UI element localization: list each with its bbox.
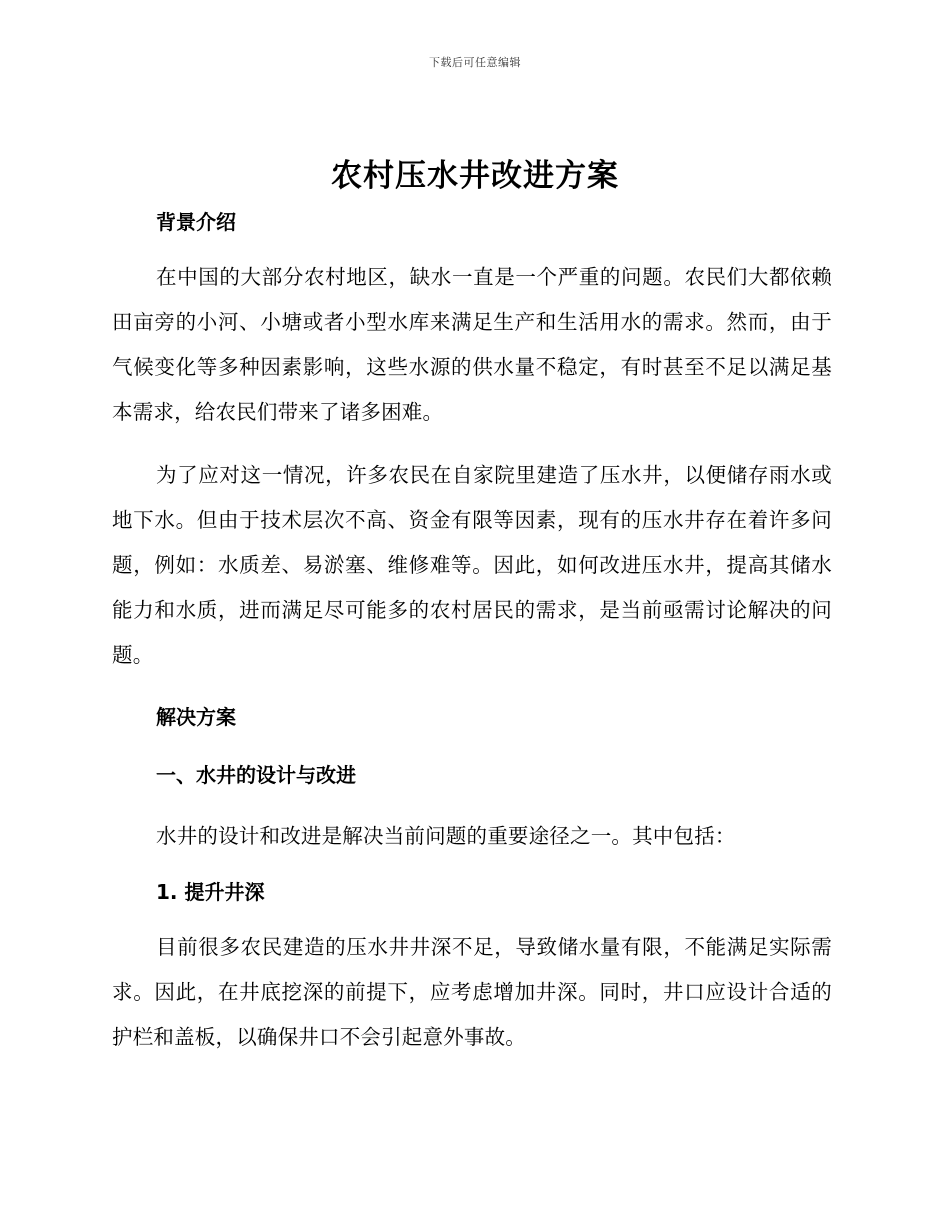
item-1-heading: 1. 提升井深: [156, 880, 265, 904]
background-paragraph-1: 在中国的大部分农村地区，缺水一直是一个严重的问题。农民们大都依赖田亩旁的小河、小塘或者小型水库来满足生产和生活用水的需求。然而，由于气候变化等多种因素影响，这些水源的供水量不稳定，有时甚至不足以满足基本需求，给农民们带来了诸多困难。: [112, 265, 832, 424]
section-1-intro: 水井的设计和改进是解决当前问题的重要途径之一。其中包括：: [156, 824, 736, 848]
background-heading: 背景介绍: [156, 210, 236, 234]
header-note: 下载后可任意编辑: [429, 56, 521, 69]
solution-heading: 解决方案: [156, 705, 236, 729]
background-paragraph-2: 为了应对这一情况，许多农民在自家院里建造了压水井，以便储存雨水或地下水。但由于技术层次不高、资金有限等因素，现有的压水井存在着许多问题，例如：水质差、易淤塞、维修难等。因此，如何改进压水井，提高其储水能力和水质，进而满足尽可能多的农村居民的需求，是当前亟需讨论解决的问题。: [112, 463, 832, 667]
document-title: 农村压水井改进方案: [331, 158, 619, 194]
section-1-heading: 一、水井的设计与改进: [156, 763, 356, 787]
item-1-body: 目前很多农民建造的压水井井深不足，导致储水量有限，不能满足实际需求。因此，在井底挖深的前提下，应考虑增加井深。同时，井口应设计合适的护栏和盖板，以确保井口不会引起意外事故。: [112, 935, 832, 1049]
document-body: [112, 203, 832, 1060]
